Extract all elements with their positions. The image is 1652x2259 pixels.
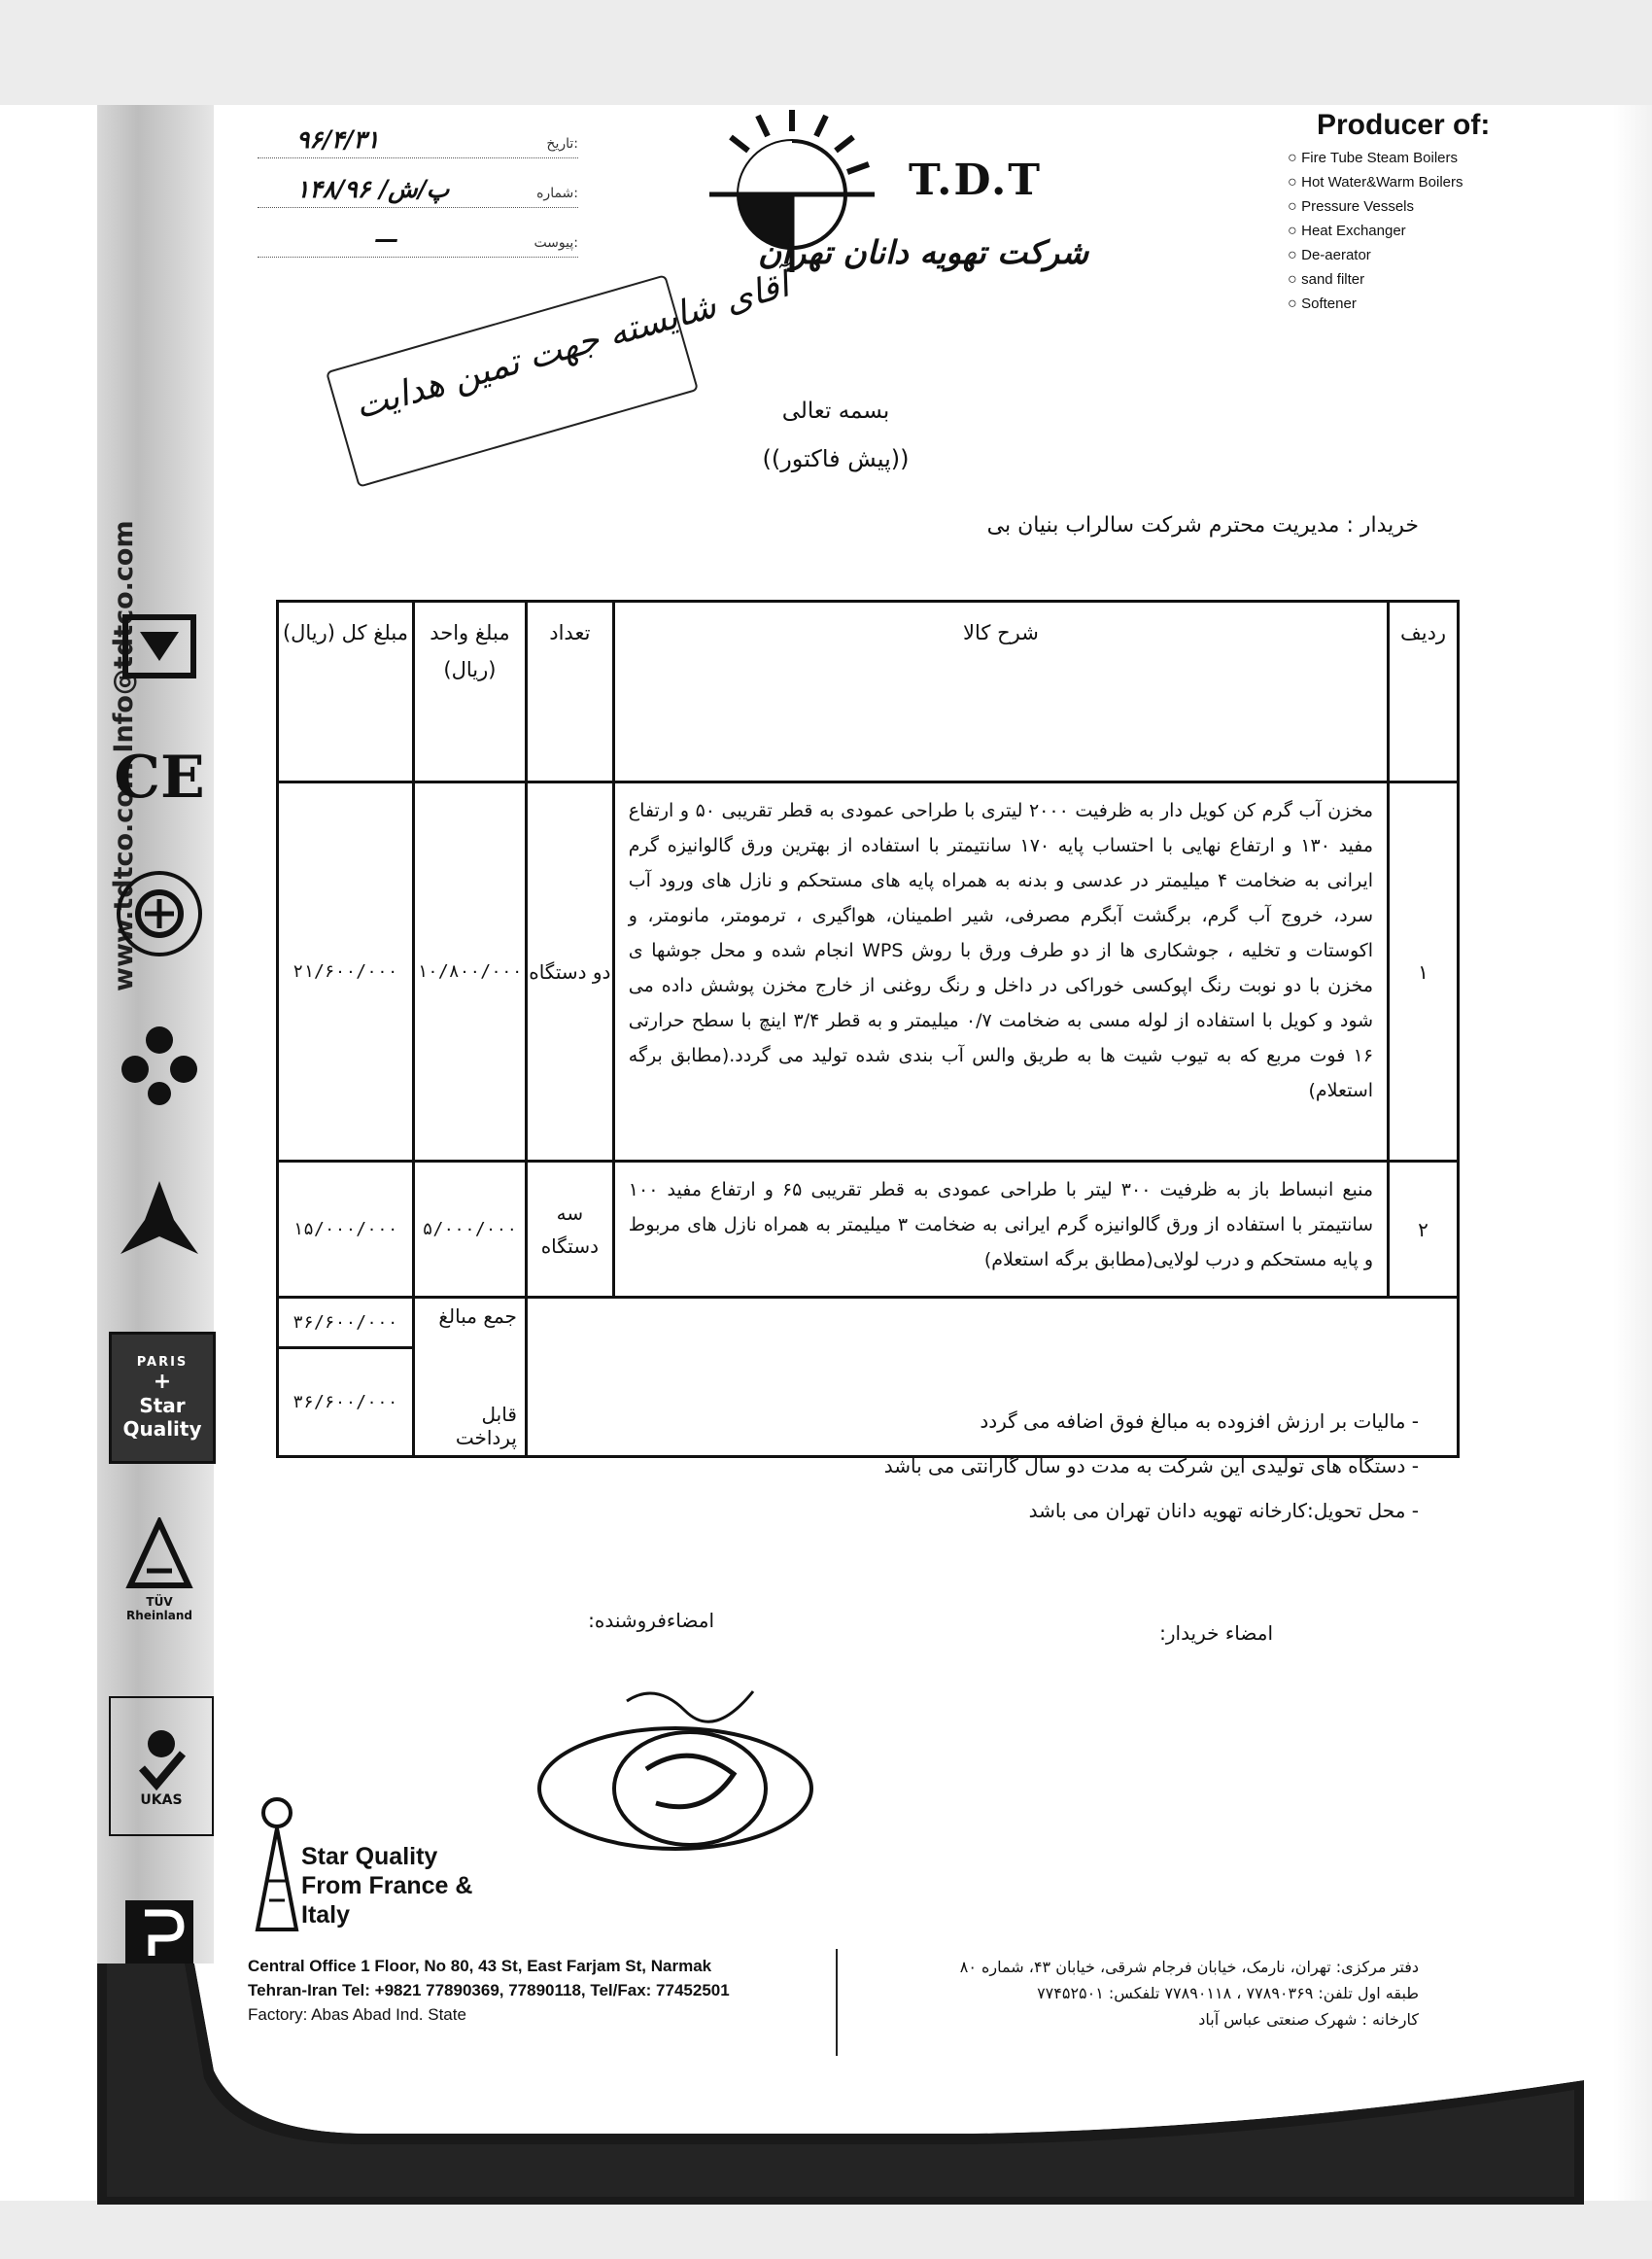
- footer-address-persian: [855, 1954, 1419, 2033]
- table-row: [278, 1162, 1459, 1298]
- footer-fa-line: کارخانه : شهرک صنعتی عباس آباد: [1198, 2010, 1419, 2029]
- note-item: - محل تحویل:کارخانه تهویه دانان تهران می باشد: [1028, 1499, 1419, 1522]
- row-number: ۲: [1389, 1162, 1459, 1298]
- flower-emblem-icon: [109, 1011, 210, 1118]
- header-description: شرح کالا: [613, 602, 1388, 782]
- footer-en-line: Tehran-Iran Tel: +9821 77890369, 77890118, Tel/Fax: 77452501: [248, 1981, 730, 1999]
- tuv-rheinland-icon: TÜV Rheinland: [109, 1502, 210, 1638]
- buyer-signature-label: امضاء خریدار:: [1159, 1621, 1273, 1645]
- producer-item: ○ De-aerator: [1288, 243, 1579, 267]
- star-quality-award: [248, 1793, 481, 1939]
- buyer-line: خریدار : مدیریت محترم شرکت سالراب بنیان بی: [986, 513, 1419, 538]
- table-header-row: [278, 602, 1459, 782]
- seller-signature-label: امضاءفروشنده:: [588, 1609, 714, 1632]
- row-unit-price: ۵/۰۰۰/۰۰۰: [413, 1162, 526, 1298]
- footer-divider: [836, 1949, 838, 2056]
- row-description: منبع انبساط باز به ظرفیت ۳۰۰ لیتر با طراحی عمودی به قطر تقریبی ۶۵ و ارتفاع مفید ۱۰۰ سانتیمتر با استفاده از ورق گالوانیزه گرم ایرانی به ضخامت ۳ میلیمتر به همراه نازل های مربوط و پایه مستحکم و درب لولایی(مطابق برگه استعلام): [613, 1162, 1388, 1298]
- paris-star-quality-badge: PARIS + Star Quality: [109, 1332, 216, 1464]
- sum-label: جمع مبالغ: [413, 1298, 526, 1348]
- producer-item: ○ Pressure Vessels: [1288, 194, 1579, 219]
- producer-of-list: [1288, 109, 1579, 316]
- row-quantity: سه دستگاه: [526, 1162, 613, 1298]
- sum-row: [278, 1298, 1459, 1348]
- row-unit-price: ۱۰/۸۰۰/۰۰۰: [413, 782, 526, 1162]
- producer-item: ○ Heat Exchanger: [1288, 219, 1579, 243]
- row-total: ۱۵/۰۰۰/۰۰۰: [278, 1162, 414, 1298]
- payable-value: ۳۶/۶۰۰/۰۰۰: [278, 1348, 414, 1457]
- producer-item: ○ Hot Water&Warm Boilers: [1288, 170, 1579, 194]
- producer-item: ○ Fire Tube Steam Boilers: [1288, 146, 1579, 170]
- row-description: مخزن آب گرم کن کویل دار به ظرفیت ۲۰۰۰ لیتری با طراحی عمودی به قطر تقریبی ۵۰ و ارتفاع مفید ۱۳۰ و ارتفاع نهایی با احتساب پایه ۱۷۰ سانتیمتر با استفاده از بهترین ورق گالوانیزه گرم ایرانی به ضخامت ۴ میلیمتر در عدسی و بدنه به همراه پایه های مستحکم و نازل های ورود آب سرد، خروج آب گرم، برگشت آبگرم مصرفی، شیر اطمینان، هواگیری ، ترمومتر، مانومتر، و اکوستات و تخلیه ، جوشکاری ها از دو طرف ورق با روش WPS انجام شده و محل جوشها ی مخزن با دو نوبت رنگ اپوکسی خوراکی در داخل و رنگ روغنی از خارج مخزن پوشش داده می شود و کویل با استفاده از لوله مسی به ضخامت ۰/۷ میلیمتر و به قطر ۳/۴ اینچ با سطح حرارتی ۱۶ فوت مربع که به تیوب شیت ها به طریق والس آب بندی شده تولید می گردد.(مطابق برگه استعلام): [613, 782, 1388, 1162]
- standard-emblem-icon: [109, 1171, 210, 1269]
- invoice-table: [276, 600, 1460, 1458]
- terms-notes: [719, 1409, 1419, 1544]
- handwritten-referral-note: [326, 264, 794, 488]
- attachment-value: —: [374, 225, 398, 253]
- row-total: ۲۱/۶۰۰/۰۰۰: [278, 782, 414, 1162]
- header-unit-price: مبلغ واحد (ریال): [413, 602, 526, 782]
- proforma-title: ((پیش فاکتور)): [762, 445, 910, 472]
- company-seal-stamp-icon: [520, 1682, 831, 1866]
- date-value: ۹۶/۴/۳۱: [296, 125, 380, 154]
- footer-en-line: Factory: Abas Abad Ind. State: [248, 2005, 466, 2024]
- header-total: مبلغ کل (ریال): [278, 602, 414, 782]
- company-logo-text: T.D.T: [909, 156, 1043, 205]
- note-item: - دستگاه های تولیدی این شرکت به مدت دو سال گارانتی می باشد: [883, 1454, 1419, 1477]
- footer-address-english: [248, 1954, 831, 2027]
- number-value: ۱۴۸/پ/ش/ ۹۶: [296, 175, 450, 203]
- attachment-label: پیوست:: [533, 235, 578, 251]
- footer-fa-line: دفتر مرکزی: تهران، نارمک، خیابان فرجام شرقی، خیابان ۴۳، شماره ۸۰: [959, 1958, 1419, 1976]
- date-label: تاریخ:: [546, 136, 578, 152]
- document-reference-block: [258, 115, 578, 263]
- scan-margin-top: [0, 0, 1652, 105]
- date-row: [258, 115, 578, 158]
- scan-margin-bottom: [0, 2201, 1652, 2259]
- footer-en-line: Central Office 1 Floor, No 80, 43 St, East Farjam St, Narmak: [248, 1957, 712, 1975]
- producer-item: ○ sand filter: [1288, 267, 1579, 292]
- ce-mark-icon: CE: [114, 744, 205, 812]
- sum-spacer: [526, 1298, 1458, 1348]
- note-item: - مالیات بر ارزش افزوده به مبالغ فوق اضافه می گردد: [980, 1409, 1419, 1433]
- producer-title: Producer of:: [1317, 109, 1491, 141]
- award-trophy-icon: [248, 1793, 306, 1939]
- producer-item: ○ Softener: [1288, 292, 1579, 316]
- iso-logo-icon: [109, 603, 210, 690]
- association-seal-icon: [109, 855, 210, 972]
- star-quality-text: Star Quality From France & Italy: [301, 1843, 473, 1929]
- handwritten-note-text: آقای شایسته جهت تمین هدایت: [350, 264, 794, 428]
- website-email-text: www.tdtco.com Info@tdtco.com: [109, 520, 139, 991]
- number-label: شماره:: [536, 186, 578, 201]
- header-row-number: ردیف: [1389, 602, 1459, 782]
- payable-label: قابل پرداخت: [413, 1348, 526, 1457]
- footer-fa-line: طبقه اول تلفن: ۷۷۸۹۰۳۶۹ ، ۷۷۸۹۰۱۱۸ تلفکس: ۷۷۴۵۲۵۰۱: [1037, 1984, 1419, 2002]
- r-logo-icon: [109, 1895, 210, 1973]
- header-quantity: تعداد: [526, 602, 613, 782]
- row-number: ۱: [1389, 782, 1459, 1162]
- row-quantity: دو دستگاه: [526, 782, 613, 1162]
- ukas-badge-icon: UKAS: [109, 1696, 214, 1836]
- company-name-persian: شرکت تهویه دانان تهران: [758, 233, 1089, 271]
- sum-value: ۳۶/۶۰۰/۰۰۰: [278, 1298, 414, 1348]
- number-row: [258, 164, 578, 208]
- attachment-row: [258, 214, 578, 258]
- table-row: [278, 782, 1459, 1162]
- scan-edge-right: [1613, 105, 1652, 2201]
- bismillah-heading: بسمه تعالی: [781, 399, 890, 424]
